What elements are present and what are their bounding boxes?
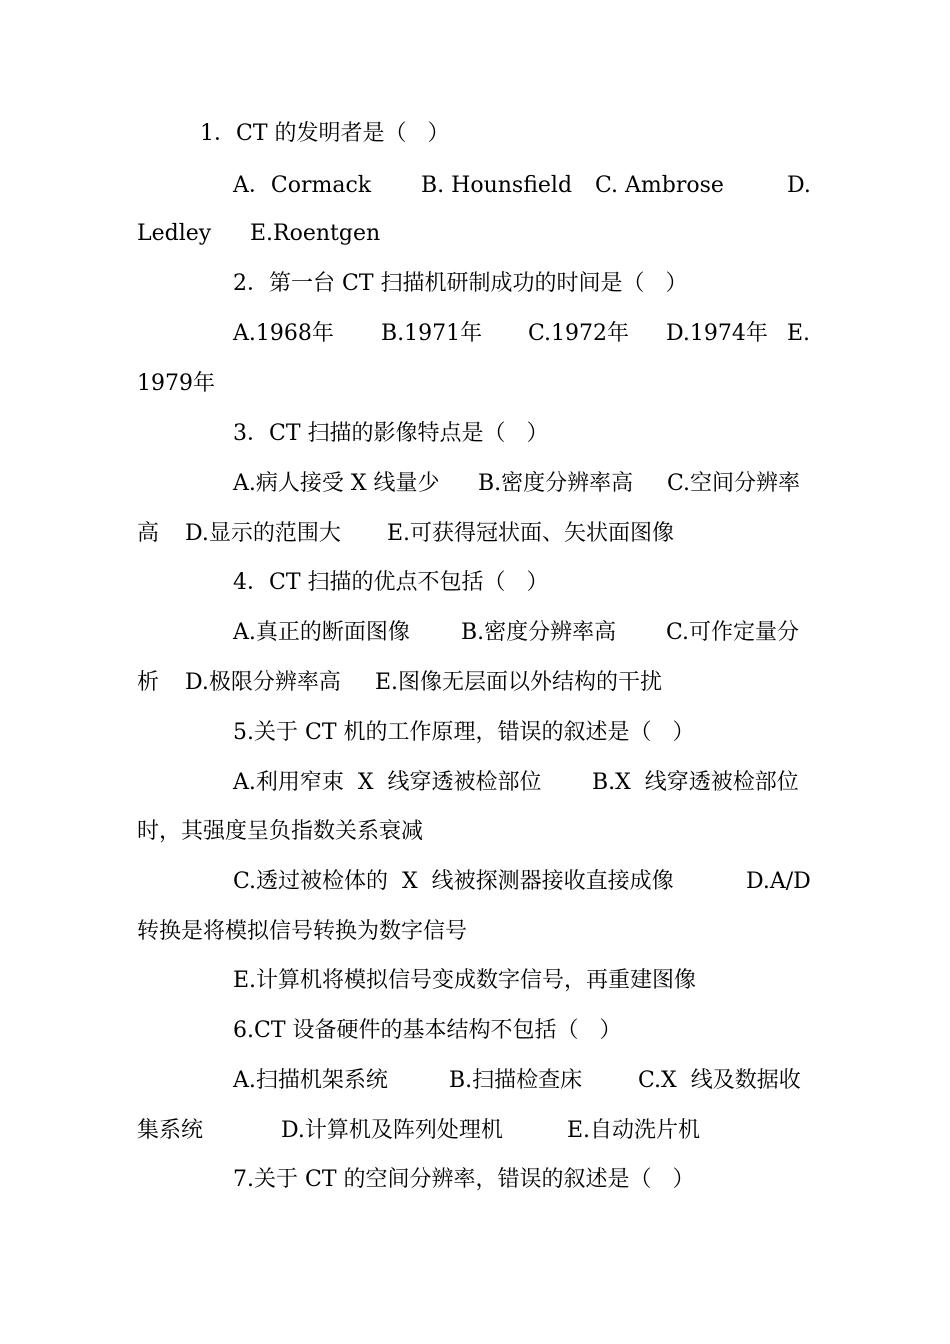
- q1-option-e: E.Roentgen: [250, 221, 381, 246]
- q5-option-c: C.透过被检体的 X 线被探测器接收直接成像: [233, 869, 674, 894]
- question-6-stem: 6.CT 设备硬件的基本结构不包括（ ）: [233, 1018, 622, 1043]
- q4-option-c: C.可作定量分: [666, 620, 800, 645]
- q3-option-c: C.空间分辨率: [667, 471, 801, 496]
- question-7-stem: 7.关于 CT 的空间分辨率，错误的叙述是（ ）: [233, 1167, 695, 1192]
- q5-option-b: B.X 线穿透被检部位: [592, 770, 799, 795]
- q6-option-a: A.扫描机架系统: [233, 1068, 388, 1093]
- q6-option-c-tail: 集系统: [137, 1118, 204, 1143]
- q2-option-d: D.1974年: [666, 321, 768, 346]
- q3-option-e: E.可获得冠状面、矢状面图像: [387, 521, 675, 546]
- q3-option-a: A.病人接受 X 线量少: [233, 471, 440, 496]
- q3-option-c-tail: 高: [137, 521, 160, 546]
- q2-option-e-prefix: E.: [787, 321, 811, 346]
- q5-option-b-tail: 时，其强度呈负指数关系衰减: [137, 819, 424, 844]
- question-4-stem: 4．CT 扫描的优点不包括（ ）: [233, 570, 549, 595]
- q2-option-e-text: 1979年: [137, 371, 215, 396]
- q1-option-d-prefix: D.: [787, 173, 811, 198]
- q1-option-a: A．Cormack: [233, 173, 372, 198]
- q1-option-d-text: Ledley: [137, 221, 212, 246]
- q5-option-e: E.计算机将模拟信号变成数字信号，再重建图像: [233, 968, 697, 993]
- q3-option-b: B.密度分辨率高: [478, 471, 634, 496]
- q6-option-e: E.自动洗片机: [567, 1118, 701, 1143]
- q4-option-d: D.极限分辨率高: [185, 670, 341, 695]
- q3-option-d: D.显示的范围大: [185, 521, 341, 546]
- q2-option-c: C.1972年: [528, 321, 630, 346]
- q2-option-b: B.1971年: [381, 321, 483, 346]
- q4-option-e: E.图像无层面以外结构的干扰: [375, 670, 663, 695]
- q1-option-c: C. Ambrose: [595, 173, 724, 198]
- q4-option-c-tail: 析: [137, 670, 160, 695]
- q2-option-a: A.1968年: [233, 321, 334, 346]
- q6-option-b: B.扫描检查床: [449, 1068, 583, 1093]
- q4-option-b: B.密度分辨率高: [461, 620, 617, 645]
- q4-option-a: A.真正的断面图像: [233, 620, 410, 645]
- question-5-stem: 5.关于 CT 机的工作原理，错误的叙述是（ ）: [233, 720, 695, 745]
- question-3-stem: 3．CT 扫描的影像特点是（ ）: [233, 421, 549, 446]
- q5-option-a: A.利用窄束 X 线穿透被检部位: [233, 770, 542, 795]
- q5-option-d-tail: 转换是将模拟信号转换为数字信号: [137, 919, 468, 944]
- question-2-stem: 2．第一台 CT 扫描机研制成功的时间是（ ）: [233, 271, 688, 296]
- q6-option-d: D.计算机及阵列处理机: [281, 1118, 503, 1143]
- q5-option-d: D.A/D: [746, 869, 811, 894]
- question-1-stem: 1．CT 的发明者是（ ）: [200, 121, 450, 146]
- q1-option-b: B. Hounsfield: [421, 173, 573, 198]
- q6-option-c: C.X 线及数据收: [638, 1068, 801, 1093]
